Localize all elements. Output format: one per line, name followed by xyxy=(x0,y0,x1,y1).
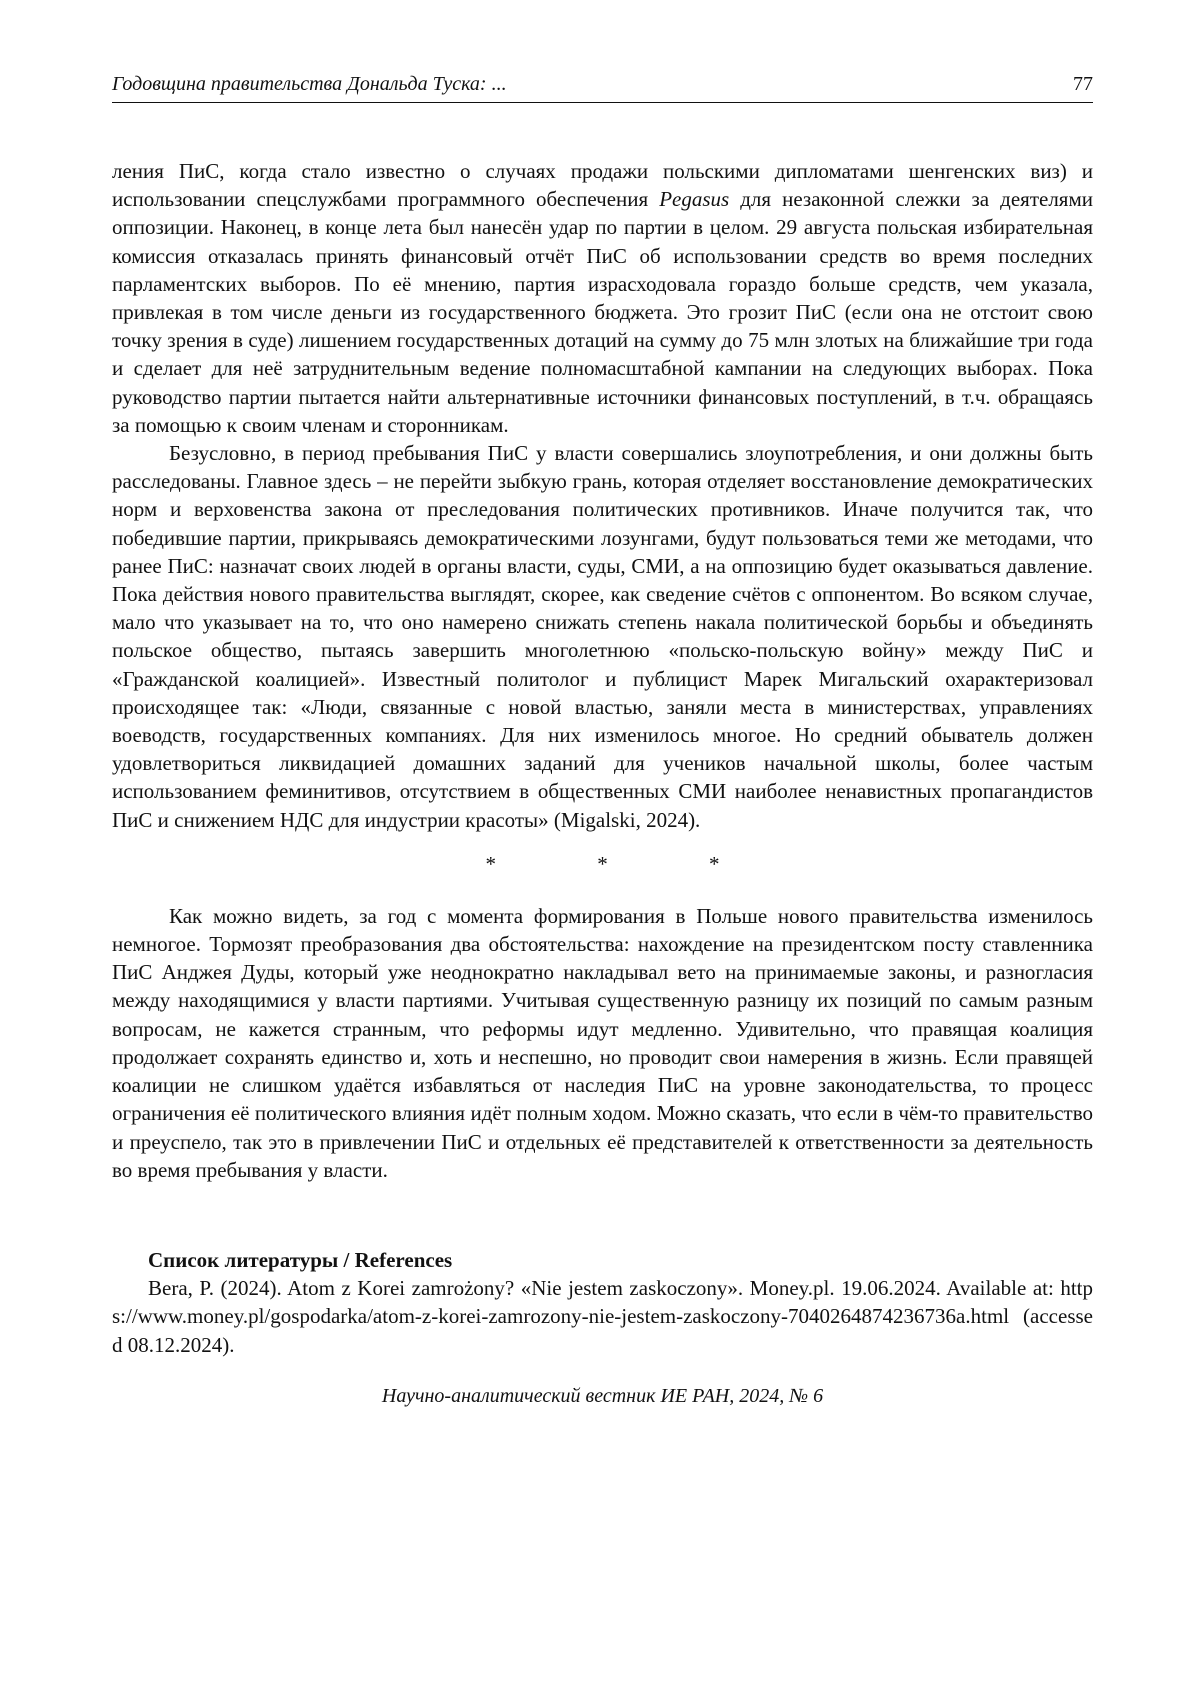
running-footer: Научно-аналитический вестник ИЕ РАН, 2024, № 6 xyxy=(381,1384,824,1407)
references-title: Список литературы / References xyxy=(148,1247,453,1272)
reference-entry: Bera, P. (2024). Atom z Korei zamrożony? «Nie jestem zaskoczony». Money.pl. 19.06.2024. Available at: https://www.money.pl/gospodarka/atom-z-korei-zamrozony-nie-jestem-zaskoczony-7040264874236736a.html (accessed 08.12.2024). xyxy=(112,1276,1093,1357)
section-separator: * * * xyxy=(485,851,768,876)
running-header xyxy=(112,72,1093,103)
article-body xyxy=(112,157,1093,1184)
page xyxy=(112,72,1093,1409)
running-title: Годовщина правительства Дональда Туска: ... xyxy=(112,73,507,95)
pegasus-term: Pegasus xyxy=(659,187,730,212)
page-number: 77 xyxy=(1073,73,1093,95)
paragraph-1-text-b: для незаконной слежки за деятелями оппозиции. Наконец, в конце лета был нанесён удар по партии в целом. 29 августа польская избирательная комиссия отказалась принять финансовый отчёт ПиС об использовании средств во время последних парламентских выборов. По её мнению, партия израсходовала гораздо больше средств, чем указала, привлекая в том числе деньги из государственного бюджета. Это грозит ПиС (если она не отстоит свою точку зрения в суде) лишением государственных дотаций на сумму до 75 млн злотых на ближайшие три года и сделает для неё затруднительным ведение полномасштабной кампании на следующих выборах. Пока руководство партии пытается найти альтернативные источники финансовых поступлений, в т.ч. обращаясь за помощью к своим членам и сторонникам. xyxy=(112,187,1093,437)
paragraph-3: Как можно видеть, за год с момента формирования в Польше нового правительства изменилось немногое. Тормозят преобразования два обстоятельства: нахождение на президентском посту ставленника ПиС Анджея Дуды, который уже неоднократно накладывал вето на принимаемые законы, и разногласия между находящимися у власти партиями. Учитывая существенную разницу их позиций по самым разным вопросам, не кажется странным, что реформы идут медленно. Удивительно, что правящая коалиция продолжает сохранять единство и, хоть и неспешно, но проводит свои намерения в жизнь. Если правящей коалиции не слишком удаётся избавляться от наследия ПиС на уровне законодательства, то процесс ограничения её политического влияния идёт полным ходом. Можно сказать, что если в чём-то правительство и преуспело, так это в привлечении ПиС и отдельных её представителей к ответственности за деятельность во время пребывания у власти. xyxy=(112,903,1093,1182)
paragraph-1-text-a: ления ПиС, когда стало известно о случаях продажи польскими дипломатами шенгенских виз) и использовании спецслужбами программного обеспечения xyxy=(112,159,1093,212)
paragraph-2: Безусловно, в период пребывания ПиС у власти совершались злоупотребления, и они должны быть расследованы. Главное здесь – не перейти зыбкую грань, которая отделяет восстановление демократических норм и верховенства закона от преследования политических противников. Иначе получится так, что победившие партии, прикрываясь демократическими лозунгами, будут пользоваться теми же методами, что ранее ПиС: назначат своих людей в органы власти, суды, СМИ, а на оппозицию будет оказываться давление. Пока действия нового правительства выглядят, скорее, как сведение счётов с оппонентом. Во всяком случае, мало что указывает на то, что оно намерено снижать степень накала политической борьбы и объединять польское общество, пытаясь завершить многолетнюю «польско-польскую войну» между ПиС и «Гражданской коалицией». Известный политолог и публицист Марек Мигальский охарактеризовал происходящее так: «Люди, связанные с новой властью, заняли места в министерствах, управлениях воеводств, государственных компаниях. Для них изменилось многое. Но средний обыватель должен удовлетвориться ликвидацией домашних заданий для учеников начальной школы, более частым использованием феминитивов, отсутствием в общественных СМИ наиболее ненавистных пропагандистов ПиС и снижением НДС для индустрии красоты» (Migalski, 2024). xyxy=(112,441,1093,832)
paragraph-1 xyxy=(112,157,1093,439)
references-section xyxy=(112,1246,1093,1359)
